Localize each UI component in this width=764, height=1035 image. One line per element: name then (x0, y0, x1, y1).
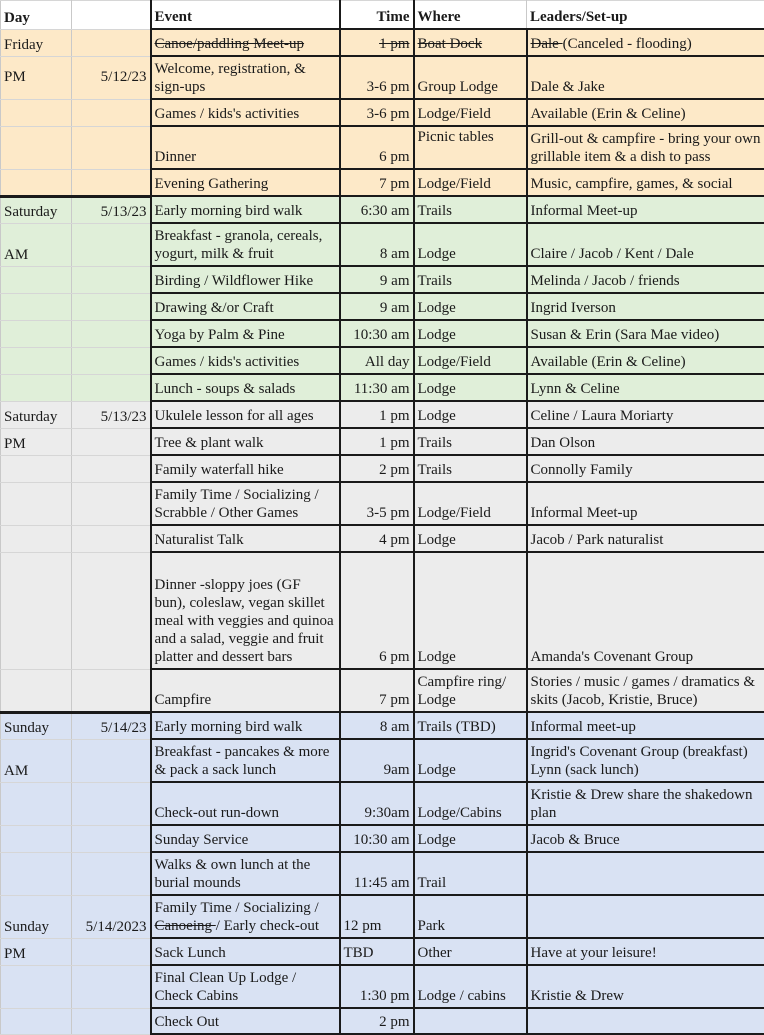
leaders-cell: Claire / Jacob / Kent / Dale (527, 223, 764, 266)
where-cell: Lodge (414, 552, 527, 669)
day-cell: Saturday (1, 196, 72, 223)
where-cell: Lodge/Field (414, 169, 527, 196)
where-cell: Lodge/Field (414, 347, 527, 374)
event-cell: Drawing &/or Craft (151, 293, 340, 320)
date-cell (72, 455, 151, 482)
where-cell (414, 1008, 527, 1034)
leaders-text: (Canceled - flooding) (563, 36, 692, 52)
header-event: Event (151, 1, 340, 30)
table-row (1, 852, 764, 895)
where-cell: Lodge/Field (414, 99, 527, 126)
event-cell: Sack Lunch (151, 938, 340, 965)
leaders-cell: Ingrid Iverson (527, 293, 764, 320)
where-cell: Trails (TBD) (414, 712, 527, 739)
table-row (1, 320, 764, 347)
leaders-cell: Melinda / Jacob / friends (527, 266, 764, 293)
leaders-cell: Dale & Jake (527, 56, 764, 99)
day-cell: Sunday (1, 712, 72, 739)
day-cell (1, 965, 72, 1008)
event-cell: Canoe/paddling Meet-up (151, 29, 340, 56)
table-row (1, 428, 764, 455)
day-cell (1, 169, 72, 196)
table-row (1, 825, 764, 852)
table-row (1, 126, 764, 169)
table-row (1, 938, 764, 965)
table-row (1, 552, 764, 669)
date-cell (72, 374, 151, 401)
event-cell: Breakfast - pancakes & more & pack a sack lunch (151, 739, 340, 782)
date-cell (72, 29, 151, 56)
date-cell (72, 223, 151, 266)
day-cell: Friday (1, 29, 72, 56)
where-cell: Park (414, 895, 527, 938)
table-row (1, 169, 764, 196)
day-cell (1, 455, 72, 482)
date-cell (72, 293, 151, 320)
time-cell: 1:30 pm (340, 965, 414, 1008)
day-cell (1, 525, 72, 552)
day-cell (1, 293, 72, 320)
time-cell: 3-5 pm (340, 482, 414, 525)
event-cell: Naturalist Talk (151, 525, 340, 552)
table-row (1, 782, 764, 825)
event-cell: Birding / Wildflower Hike (151, 266, 340, 293)
leaders-cell: Music, campfire, games, & social (527, 169, 764, 196)
event-cell: Final Clean Up Lodge / Check Cabins (151, 965, 340, 1008)
where-cell: Boat Dock (414, 29, 527, 56)
table-row (1, 965, 764, 1008)
event-cell: Family Time / Socializing / Scrabble / Other Games (151, 482, 340, 525)
leaders-cell: Celine / Laura Moriarty (527, 401, 764, 428)
where-cell: Lodge / cabins (414, 965, 527, 1008)
time-cell: 10:30 am (340, 320, 414, 347)
date-cell (72, 782, 151, 825)
date-cell (72, 825, 151, 852)
day-cell (1, 552, 72, 669)
table-row (1, 525, 764, 552)
header-day: Day (1, 1, 72, 30)
event-text-b: / Early check-out (216, 918, 319, 934)
event-cell: Family waterfall hike (151, 455, 340, 482)
event-cell: Lunch - soups & salads (151, 374, 340, 401)
where-cell: Trails (414, 266, 527, 293)
time-cell: 7 pm (340, 169, 414, 196)
table-row (1, 712, 764, 739)
table-row (1, 293, 764, 320)
header-where: Where (414, 1, 527, 30)
where-cell: Lodge (414, 374, 527, 401)
day-cell: PM (1, 428, 72, 455)
table-row (1, 56, 764, 99)
leaders-cell (527, 29, 764, 56)
date-cell (72, 428, 151, 455)
where-cell: Group Lodge (414, 56, 527, 99)
time-cell: 8 am (340, 712, 414, 739)
table-row (1, 29, 764, 56)
date-cell: 5/12/23 (72, 56, 151, 99)
event-cell: Campfire (151, 669, 340, 712)
where-cell: Lodge (414, 525, 527, 552)
event-cell: Ukulele lesson for all ages (151, 401, 340, 428)
where-cell: Lodge (414, 401, 527, 428)
date-cell: 5/13/23 (72, 196, 151, 223)
time-cell: 11:45 am (340, 852, 414, 895)
leaders-cell: Stories / music / games / dramatics & skits (Jacob, Kristie, Bruce) (527, 669, 764, 712)
time-cell: 6 pm (340, 552, 414, 669)
day-cell (1, 852, 72, 895)
day-cell (1, 669, 72, 712)
event-cell: Check Out (151, 1008, 340, 1034)
leaders-cell: Jacob / Park naturalist (527, 525, 764, 552)
event-cell (151, 895, 340, 938)
time-cell: TBD (340, 938, 414, 965)
day-cell (1, 825, 72, 852)
leaders-cell: Susan & Erin (Sara Mae video) (527, 320, 764, 347)
date-cell (72, 347, 151, 374)
table-row (1, 266, 764, 293)
event-struck-text: Canoeing (155, 918, 216, 934)
table-row (1, 669, 764, 712)
time-cell: All day (340, 347, 414, 374)
where-cell: Lodge/Field (414, 482, 527, 525)
where-cell: Trails (414, 196, 527, 223)
table-row (1, 895, 764, 938)
time-cell: 9 am (340, 293, 414, 320)
event-cell: Dinner -sloppy joes (GF bun), coleslaw, vegan skillet meal with veggies and quinoa and a salad, veggie and fruit platter and dessert bars (151, 552, 340, 669)
day-cell (1, 782, 72, 825)
where-cell: Lodge (414, 293, 527, 320)
event-cell: Early morning bird walk (151, 196, 340, 223)
time-cell: 2 pm (340, 455, 414, 482)
date-cell (72, 525, 151, 552)
leaders-cell: Kristie & Drew (527, 965, 764, 1008)
leaders-cell: Informal Meet-up (527, 196, 764, 223)
time-cell: 6 pm (340, 126, 414, 169)
where-cell: Trails (414, 455, 527, 482)
day-cell (1, 374, 72, 401)
table-row (1, 99, 764, 126)
time-cell: 6:30 am (340, 196, 414, 223)
time-cell: 1 pm (340, 428, 414, 455)
date-cell (72, 482, 151, 525)
date-cell (72, 126, 151, 169)
time-cell: 9:30am (340, 782, 414, 825)
day-cell: Saturday (1, 401, 72, 428)
header-row (1, 1, 764, 30)
table-row (1, 374, 764, 401)
date-cell (72, 320, 151, 347)
leaders-cell: Jacob & Bruce (527, 825, 764, 852)
event-cell: Evening Gathering (151, 169, 340, 196)
date-cell: 5/14/23 (72, 712, 151, 739)
leaders-cell: Available (Erin & Celine) (527, 347, 764, 374)
date-cell (72, 169, 151, 196)
leaders-cell: Informal meet-up (527, 712, 764, 739)
where-cell: Trails (414, 428, 527, 455)
time-cell: 3-6 pm (340, 56, 414, 99)
day-cell (1, 99, 72, 126)
leaders-cell: Amanda's Covenant Group (527, 552, 764, 669)
date-cell (72, 669, 151, 712)
where-cell: Other (414, 938, 527, 965)
time-cell: 4 pm (340, 525, 414, 552)
time-cell: 11:30 am (340, 374, 414, 401)
table-row (1, 401, 764, 428)
table-row (1, 196, 764, 223)
event-cell: Walks & own lunch at the burial mounds (151, 852, 340, 895)
time-cell: 8 am (340, 223, 414, 266)
leaders-cell: Ingrid's Covenant Group (breakfast) Lynn (sack lunch) (527, 739, 764, 782)
time-cell: 9 am (340, 266, 414, 293)
header-leaders: Leaders/Set-up (527, 1, 764, 30)
where-cell: Trail (414, 852, 527, 895)
event-cell: Sunday Service (151, 825, 340, 852)
day-cell: AM (1, 739, 72, 782)
leaders-cell: Dan Olson (527, 428, 764, 455)
date-cell: 5/13/23 (72, 401, 151, 428)
table-row (1, 1008, 764, 1034)
time-cell: 3-6 pm (340, 99, 414, 126)
event-cell: Dinner (151, 126, 340, 169)
leaders-cell (527, 852, 764, 895)
leaders-cell: Grill-out & campfire - bring your own grillable item & a dish to pass (527, 126, 764, 169)
event-cell: Breakfast - granola, cereals, yogurt, milk & fruit (151, 223, 340, 266)
where-cell: Lodge (414, 320, 527, 347)
time-cell: 10:30 am (340, 825, 414, 852)
header-time: Time (340, 1, 414, 30)
leaders-cell (527, 895, 764, 938)
table-row (1, 482, 764, 525)
date-cell (72, 852, 151, 895)
leaders-cell: Available (Erin & Celine) (527, 99, 764, 126)
date-cell (72, 99, 151, 126)
leaders-cell (527, 1008, 764, 1034)
event-cell: Yoga by Palm & Pine (151, 320, 340, 347)
day-cell (1, 266, 72, 293)
day-cell: PM (1, 56, 72, 99)
time-cell: 1 pm (340, 29, 414, 56)
where-cell: Lodge/Cabins (414, 782, 527, 825)
where-cell: Campfire ring/ Lodge (414, 669, 527, 712)
day-cell (1, 482, 72, 525)
day-cell (1, 320, 72, 347)
leaders-cell: Lynn & Celine (527, 374, 764, 401)
event-cell: Tree & plant walk (151, 428, 340, 455)
date-cell (72, 552, 151, 669)
event-cell: Games / kids's activities (151, 99, 340, 126)
header-date (72, 1, 151, 30)
time-cell: 12 pm (340, 895, 414, 938)
event-cell: Games / kids's activities (151, 347, 340, 374)
time-cell: 2 pm (340, 1008, 414, 1034)
table-row (1, 739, 764, 782)
time-cell: 1 pm (340, 401, 414, 428)
where-cell: Lodge (414, 223, 527, 266)
date-cell (72, 1008, 151, 1034)
where-cell: Lodge (414, 739, 527, 782)
where-cell: Lodge (414, 825, 527, 852)
date-cell (72, 739, 151, 782)
event-text-a: Family Time / Socializing / (155, 900, 319, 916)
time-cell: 7 pm (340, 669, 414, 712)
date-cell (72, 266, 151, 293)
where-cell: Picnic tables (414, 126, 527, 169)
event-cell: Welcome, registration, & sign-ups (151, 56, 340, 99)
day-cell: Sunday (1, 895, 72, 938)
date-cell: 5/14/2023 (72, 895, 151, 938)
event-cell: Check-out run-down (151, 782, 340, 825)
leaders-cell: Connolly Family (527, 455, 764, 482)
table-row (1, 223, 764, 266)
day-cell: AM (1, 223, 72, 266)
leaders-cell: Informal Meet-up (527, 482, 764, 525)
leaders-cell: Have at your leisure! (527, 938, 764, 965)
day-cell: PM (1, 938, 72, 965)
time-cell: 9am (340, 739, 414, 782)
day-cell (1, 126, 72, 169)
day-cell (1, 1008, 72, 1034)
day-cell (1, 347, 72, 374)
event-cell: Early morning bird walk (151, 712, 340, 739)
date-cell (72, 938, 151, 965)
date-cell (72, 965, 151, 1008)
table-row (1, 347, 764, 374)
leaders-struck-text: Dale (531, 36, 563, 52)
leaders-cell: Kristie & Drew share the shakedown plan (527, 782, 764, 825)
table-row (1, 455, 764, 482)
